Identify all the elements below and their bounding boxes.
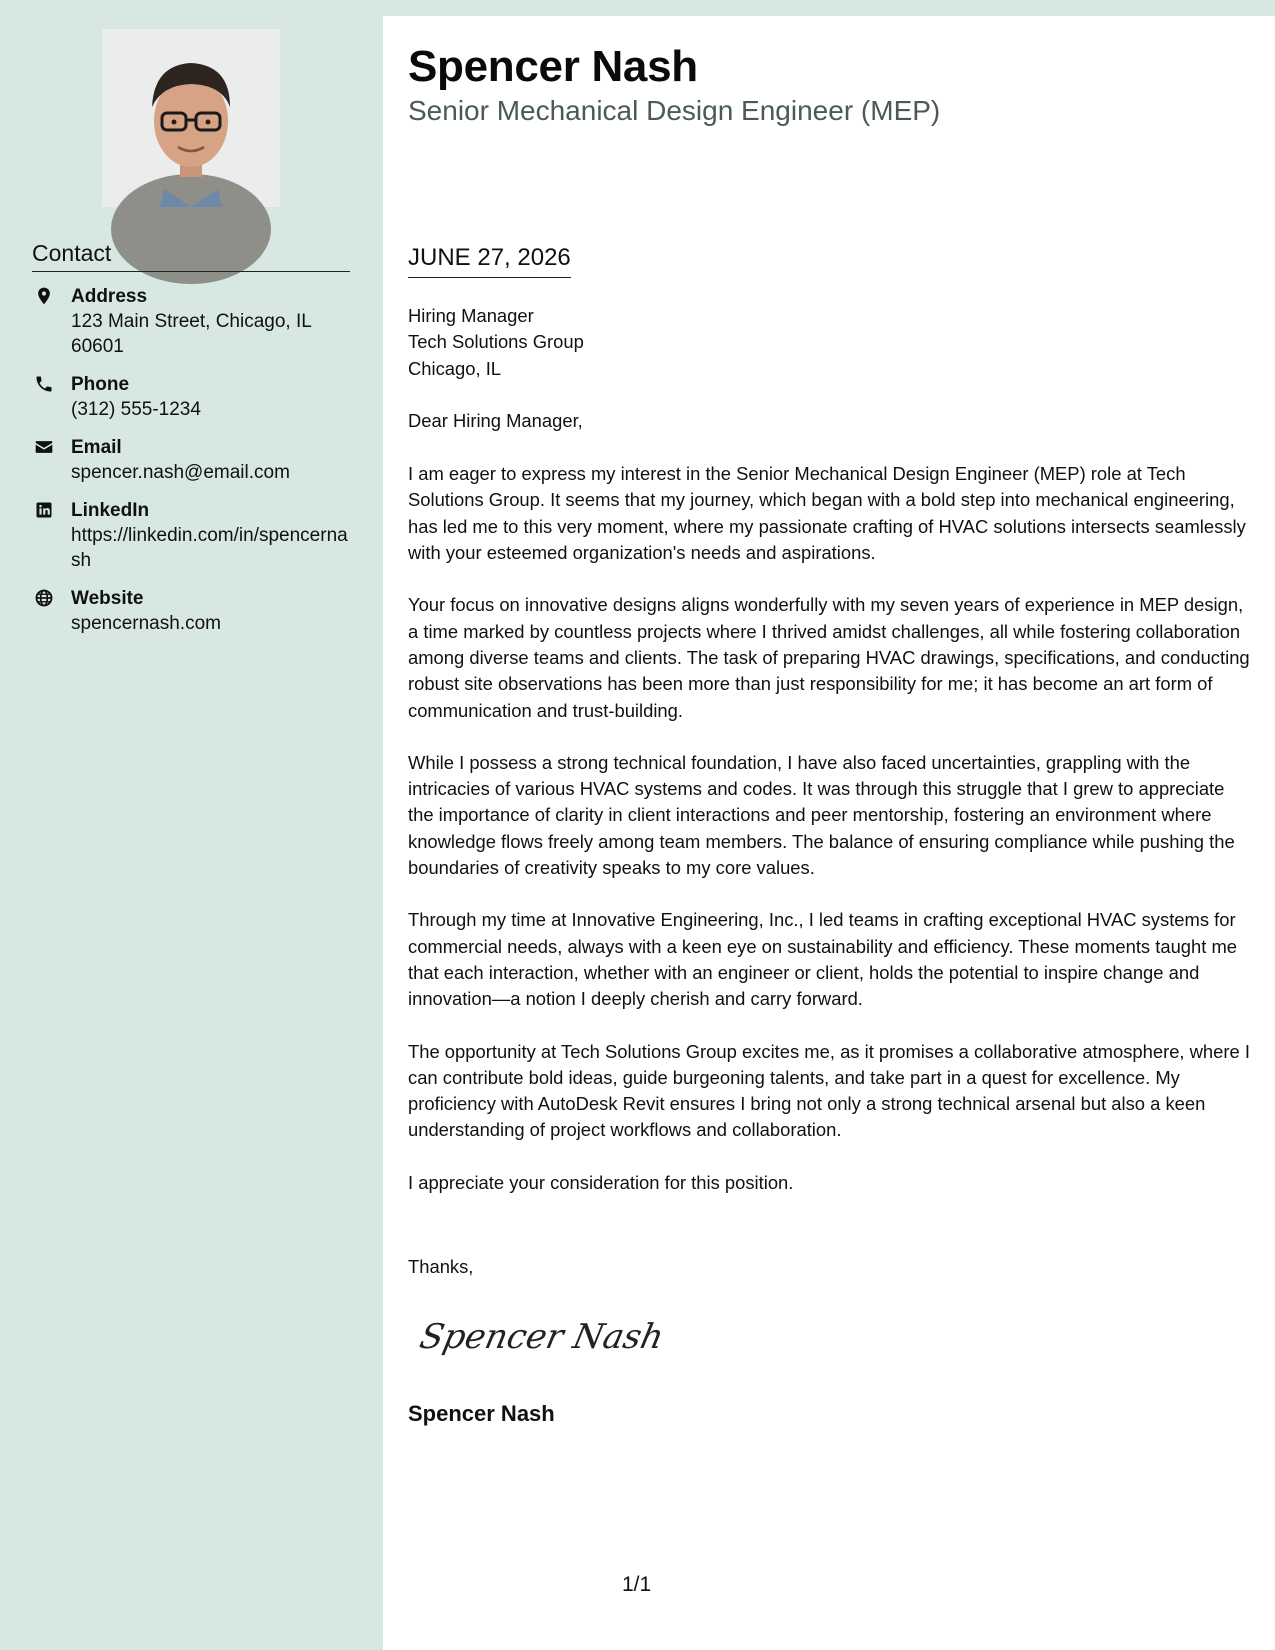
letter-content: [408, 303, 1253, 1222]
applicant-name: Spencer Nash: [408, 42, 698, 91]
paragraph: I appreciate your consideration for this position.: [408, 1171, 794, 1193]
recipient-line: Hiring Manager: [408, 305, 534, 326]
page-number: 1/1: [622, 1573, 652, 1596]
contact-phone-label: Phone: [71, 374, 130, 395]
contact-linkedin-label: LinkedIn: [71, 500, 150, 521]
greeting: Dear Hiring Manager,: [408, 409, 583, 431]
recipient-block: [408, 303, 1253, 382]
envelope-icon: [34, 437, 54, 457]
avatar: [102, 29, 280, 207]
recipient-line: Tech Solutions Group: [408, 331, 584, 353]
contact-email-value[interactable]: spencer.nash@email.com: [71, 462, 290, 483]
contact-address: [32, 284, 350, 359]
signed-name: Spencer Nash: [408, 1401, 555, 1426]
contact-email: [32, 435, 350, 485]
contact-list: [32, 284, 350, 649]
paragraph: I am eager to express my interest in the Senior Mechanical Design Engineer (MEP) role at Tech Solutions Group. It seems that my journey, which began with a bold step into mechanical engineering, has led me to this very moment, where my passionate crafting of HVAC solutions intersects seamlessly with your esteemed organization's needs and aspirations.: [408, 463, 1246, 564]
contact-email-label: Email: [71, 437, 122, 458]
paragraph: Your focus on innovative designs aligns wonderfully with my seven years of experience in MEP design, a time marked by countless projects where I thrived amidst challenges, all while fostering collaboration among diverse teams and clients. The task of preparing HVAC drawings, specifications, and conducting robust site observations has been more than just responsibility for me; it has become an art form of communication and trust-building.: [408, 594, 1250, 721]
contact-website-label: Website: [71, 588, 144, 609]
contact-phone: [32, 372, 350, 422]
contact-linkedin-value[interactable]: https://linkedin.com/in/spencernash: [71, 525, 348, 571]
signature: [416, 1306, 668, 1366]
contact-website-value[interactable]: spencernash.com: [71, 613, 221, 634]
paragraph: While I possess a strong technical foundation, I have also faced uncertainties, grappling with the intricacies of various HVAC systems and codes. It was through this struggle that I grew to appreciate the importance of clarity in client interactions and peer mentorship, fostering an environment where knowledge flows freely among team members. The balance of ensuring compliance while pushing the boundaries of creativity speaks to my core values.: [408, 751, 1235, 879]
contact-linkedin: [32, 498, 350, 573]
letter-date: JUNE 27, 2026: [408, 244, 571, 278]
contact-website: [32, 586, 350, 636]
letter-body: [383, 16, 1275, 1650]
paragraph: Through my time at Innovative Engineering, Inc., I led teams in crafting exceptional HVAC systems for commercial needs, always with a keen eye on sustainability and efficiency. These moments taught me that each interaction, whether with an engineer or client, holds the potential to inspire change and innovation—a notion I deeply cherish and carry forward.: [408, 909, 1238, 1010]
phone-icon: [34, 374, 54, 394]
contact-address-value: 123 Main Street, Chicago, IL 60601: [71, 311, 312, 357]
linkedin-icon: [34, 500, 54, 520]
contact-heading: Contact: [32, 240, 350, 272]
closing: Thanks,: [408, 1256, 474, 1277]
signature-text: Spencer Nash: [416, 1317, 668, 1357]
recipient-line: Chicago, IL: [408, 357, 502, 379]
sidebar: [0, 0, 383, 1650]
paragraph: The opportunity at Tech Solutions Group excites me, as it promises a collaborative atmosphere, where I can contribute bold ideas, guide burgeoning talents, and take part in a quest for excellence. My proficiency with AutoDesk Revit ensures I bring not only a strong technical arsenal but also a keen understanding of project workflows and collaboration.: [408, 1040, 1250, 1141]
contact-address-label: Address: [71, 286, 148, 307]
globe-icon: [34, 588, 54, 608]
contact-phone-value: (312) 555-1234: [71, 399, 201, 420]
map-pin-icon: [34, 286, 54, 306]
applicant-title: Senior Mechanical Design Engineer (MEP): [408, 95, 941, 126]
